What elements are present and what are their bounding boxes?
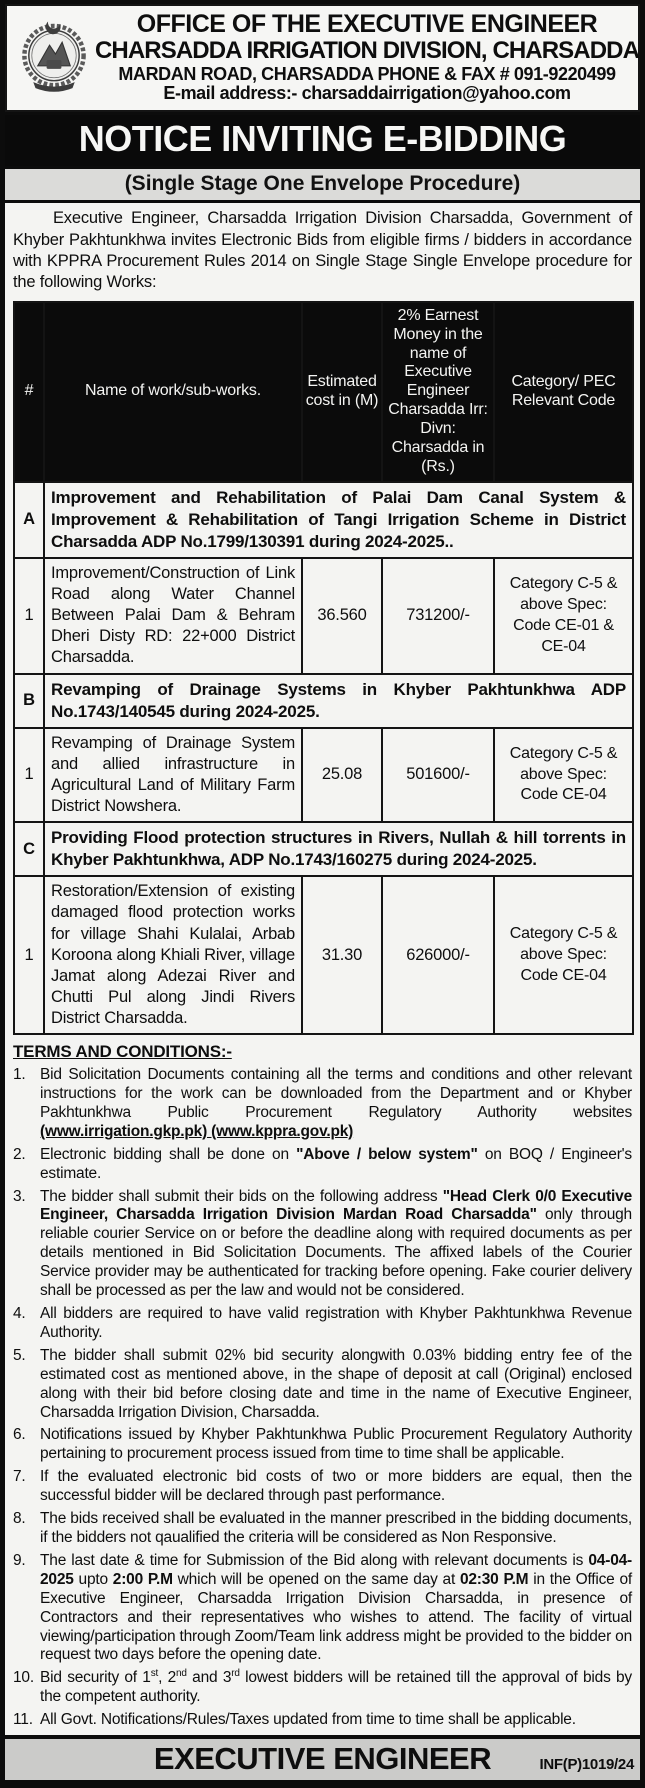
term-number: 2.: [13, 1145, 26, 1163]
notice-body: [5, 203, 640, 1735]
section-title-cell: Providing Flood protection structures in Rivers, Nullah & hill torrents in Khyber Pakhtunkhwa, ADP No.1743/160275 during 2024-2025.: [44, 822, 633, 876]
term-item: [13, 1552, 632, 1665]
table-row: [14, 876, 633, 1034]
term-text-segment: lowest bidders will be retained till the approval of bids by the competent authority.: [40, 1669, 632, 1706]
term-item: [13, 1305, 632, 1343]
term-text: [40, 1188, 632, 1301]
term-text-segment: in the Office of Executive Engineer, Charsadda Irrigation Division Charsadda, in presence of Contractors and their representatives who wishes to attend. The facility of virtual viewing/participation through Zoom/Team link address might be provided to the bidder on request two days before the opening date.: [40, 1570, 632, 1664]
table-header-row: [14, 302, 633, 482]
term-text-segment: (www.irrigation.gkp.pk) (www.kppra.gov.pk): [40, 1122, 354, 1140]
term-text: [40, 1347, 632, 1423]
col-header-serial: #: [14, 302, 44, 482]
estimated-cost-cell: 25.08: [302, 728, 382, 822]
terms-heading: TERMS AND CONDITIONS:-: [13, 1042, 232, 1062]
col-header-work-name: Name of work/sub-works.: [44, 302, 302, 482]
term-item: [13, 1468, 632, 1506]
term-text-segment: 02:30 P.M: [459, 1570, 529, 1588]
term-text-segment: upto: [73, 1570, 113, 1588]
term-item: [13, 1510, 632, 1548]
works-table-body: [14, 482, 633, 1034]
letterhead: [5, 4, 640, 112]
term-item: [13, 1347, 632, 1423]
section-letter-cell: A: [14, 482, 44, 558]
term-item: [13, 1426, 632, 1464]
term-text-segment: nd: [176, 1668, 187, 1680]
notice-banner-title: NOTICE INVITING E-BIDDING: [5, 115, 640, 166]
section-title-cell: Revamping of Drainage Systems in Khyber Pakhtunkhwa ADP No.1743/140545 during 2024-2025.: [44, 674, 633, 728]
term-text: [40, 1552, 632, 1665]
term-number: 1.: [13, 1066, 26, 1084]
signature-title: EXECUTIVE ENGINEER: [153, 1741, 492, 1777]
works-table-header: [14, 302, 633, 482]
term-number: 3.: [13, 1187, 26, 1205]
office-address-line: MARDAN ROAD, CHARSADDA PHONE & FAX # 091-9220499: [118, 63, 616, 84]
term-text: [40, 1146, 632, 1184]
serial-cell: 1: [14, 876, 44, 1034]
work-name-cell: Improvement/Construction of Link Road along Water Channel Between Palai Dam & Behram Dheri Disty RD: 22+000 District Charsadda.: [44, 558, 302, 674]
term-text: [40, 1711, 632, 1730]
term-item: [13, 1711, 632, 1730]
procedure-subtitle: (Single Stage One Envelope Procedure): [5, 169, 640, 200]
footer-band: [5, 1739, 640, 1780]
term-item: [13, 1146, 632, 1184]
term-item: [13, 1066, 632, 1142]
office-title-line1: OFFICE OF THE EXECUTIVE ENGINEER: [136, 10, 598, 38]
section-letter-cell: B: [14, 674, 44, 728]
letterhead-text: [95, 11, 639, 103]
term-number: 4.: [13, 1305, 26, 1322]
estimated-cost-cell: 31.30: [302, 876, 382, 1034]
term-number: 11.: [13, 1711, 33, 1729]
works-table: [13, 301, 634, 1035]
serial-cell: 1: [14, 728, 44, 822]
office-title-line2: CHARSADDA IRRIGATION DIVISION, CHARSADDA: [95, 36, 640, 64]
term-text-segment: which will be opened on the same day at: [172, 1570, 460, 1588]
term-text-segment: Bid security of 1: [40, 1669, 151, 1687]
term-text-segment: 2:00 P.M: [112, 1570, 173, 1588]
earnest-money-cell: 501600/-: [382, 728, 494, 822]
section-row: [14, 674, 633, 728]
term-text-segment: only through reliable courier Service on or before the deadline along with required documents as per details mentioned in Bid Solicitation Documents. The affixed labels of the Courier Service provider may be authenticated for tracking before opening. Fake courier delivery shall be processed as per the law and would not be considered.: [40, 1206, 632, 1300]
term-item: [13, 1669, 632, 1707]
col-header-earnest-money: 2% Earnest Money in the name of Executive Engineer Charsadda Irr: Divn: Charsadda in (Rs.): [382, 302, 494, 482]
section-row: [14, 482, 633, 558]
term-text-segment: The bidder shall submit their bids on the following address: [40, 1187, 443, 1205]
term-number: 8.: [13, 1510, 26, 1528]
section-row: [14, 822, 633, 876]
category-cell: Category C-5 & above Spec: Code CE-04: [494, 876, 633, 1034]
term-text: [40, 1426, 632, 1464]
estimated-cost-cell: 36.560: [302, 558, 382, 674]
office-email-line: E-mail address:- charsaddairrigation@yahoo.com: [163, 83, 571, 104]
term-text-segment: , 2: [158, 1669, 177, 1687]
work-name-cell: Revamping of Drainage System and allied infrastructure in Agricultural Land of Military Farm District Nowshera.: [44, 728, 302, 822]
term-text-segment: All bidders are required to have valid registration with Khyber Pakhtunkhwa Revenue Authority.: [40, 1305, 632, 1341]
khyber-pakhtunkhwa-emblem-icon: [17, 16, 91, 98]
term-text-segment: The bidder shall submit 02% bid security alongwith 0.03% bidding entry fee of the estimated cost as mentioned above, in the shape of deposit at call (Original) enclosed along with their bid before closing date and time in the name of Executive Engineer, Charsadda Irrigation Division, Charsadda.: [40, 1346, 632, 1421]
table-row: [14, 728, 633, 822]
term-text-segment: rd: [231, 1668, 240, 1680]
term-text: [40, 1510, 632, 1548]
term-text-segment: All Govt. Notifications/Rules/Taxes updated from time to time shall be applicable.: [40, 1711, 576, 1729]
term-text: [40, 1305, 632, 1343]
category-cell: Category C-5 & above Spec: Code CE-01 & CE-04: [494, 558, 633, 674]
term-text-segment: "Above / below system": [296, 1145, 478, 1163]
serial-cell: 1: [14, 558, 44, 674]
col-header-estimated-cost: Estimated cost in (M): [302, 302, 382, 482]
terms-list: [13, 1066, 632, 1730]
earnest-money-cell: 731200/-: [382, 558, 494, 674]
term-item: [13, 1188, 632, 1301]
section-letter-cell: C: [14, 822, 44, 876]
category-cell: Category C-5 & above Spec: Code CE-04: [494, 728, 633, 822]
term-number: 6.: [13, 1426, 26, 1444]
term-text-segment: The last date & time for Submission of the Bid along with relevant documents is: [40, 1551, 589, 1569]
term-number: 9.: [13, 1551, 26, 1569]
intro-paragraph: Executive Engineer, Charsadda Irrigation Division Charsadda, Government of Khyber Pakhtunkhwa invites Electronic Bids from eligible firms / bidders in accordance with KPPRA Procurement Rules 2014 on Single Stage Single Envelope procedure for the following Works:: [13, 209, 632, 292]
term-text-segment: The bids received shall be evaluated in the manner prescribed in the bidding documents, if the bidders not qaualified the criteria will be considered as Non Responsive.: [40, 1510, 632, 1546]
term-text: [40, 1468, 632, 1506]
work-name-cell: Restoration/Extension of existing damaged flood protection works for village Shahi Kulalai, Arbab Koroona along Khiali River, village Jamat along Adezai River and Chutti Pul along Jindi Rivers District Charsadda.: [44, 876, 302, 1034]
advertisement-ref: INF(P)1019/24: [539, 1756, 634, 1774]
term-text-segment: If the evaluated electronic bid costs of two or more bidders are equal, then the successful bidder will be declared through past performance.: [40, 1468, 632, 1505]
term-text: [40, 1669, 632, 1707]
term-text-segment: st: [150, 1668, 159, 1680]
term-text-segment: Bid Solicitation Documents containing all the terms and conditions and other relevant instructions for the work can be downloaded from the Department and or Khyber Pakhtunkhwa Public Procurement Regulatory Authority websites: [40, 1066, 632, 1121]
term-text-segment: 04-04-2025: [40, 1551, 632, 1588]
term-number: 7.: [13, 1468, 26, 1486]
term-text-segment: "Head Clerk 0/0 Executive Engineer, Charsadda Irrigation Division Mardan Road Charsadda": [40, 1187, 632, 1224]
term-text-segment: Electronic bidding shall be done on: [40, 1145, 297, 1163]
earnest-money-cell: 626000/-: [382, 876, 494, 1034]
section-title-cell: Improvement and Rehabilitation of Palai Dam Canal System & Improvement & Rehabilitation of Tangi Irrigation Scheme in District Charsadda ADP No.1799/130391 during 2024-2025..: [44, 482, 633, 558]
col-header-category: Category/ PEC Relevant Code: [494, 302, 633, 482]
term-text-segment: on BOQ / Engineer's estimate.: [40, 1145, 632, 1182]
term-text: [40, 1066, 632, 1142]
term-number: 5.: [13, 1346, 26, 1364]
term-text-segment: and 3: [186, 1669, 232, 1687]
table-row: [14, 558, 633, 674]
term-number: 10.: [13, 1669, 34, 1687]
term-text-segment: Notifications issued by Khyber Pakhtunkhwa Public Procurement Regulatory Authority pertaining to procurement process issued from time to time shall be applicable.: [40, 1426, 632, 1463]
